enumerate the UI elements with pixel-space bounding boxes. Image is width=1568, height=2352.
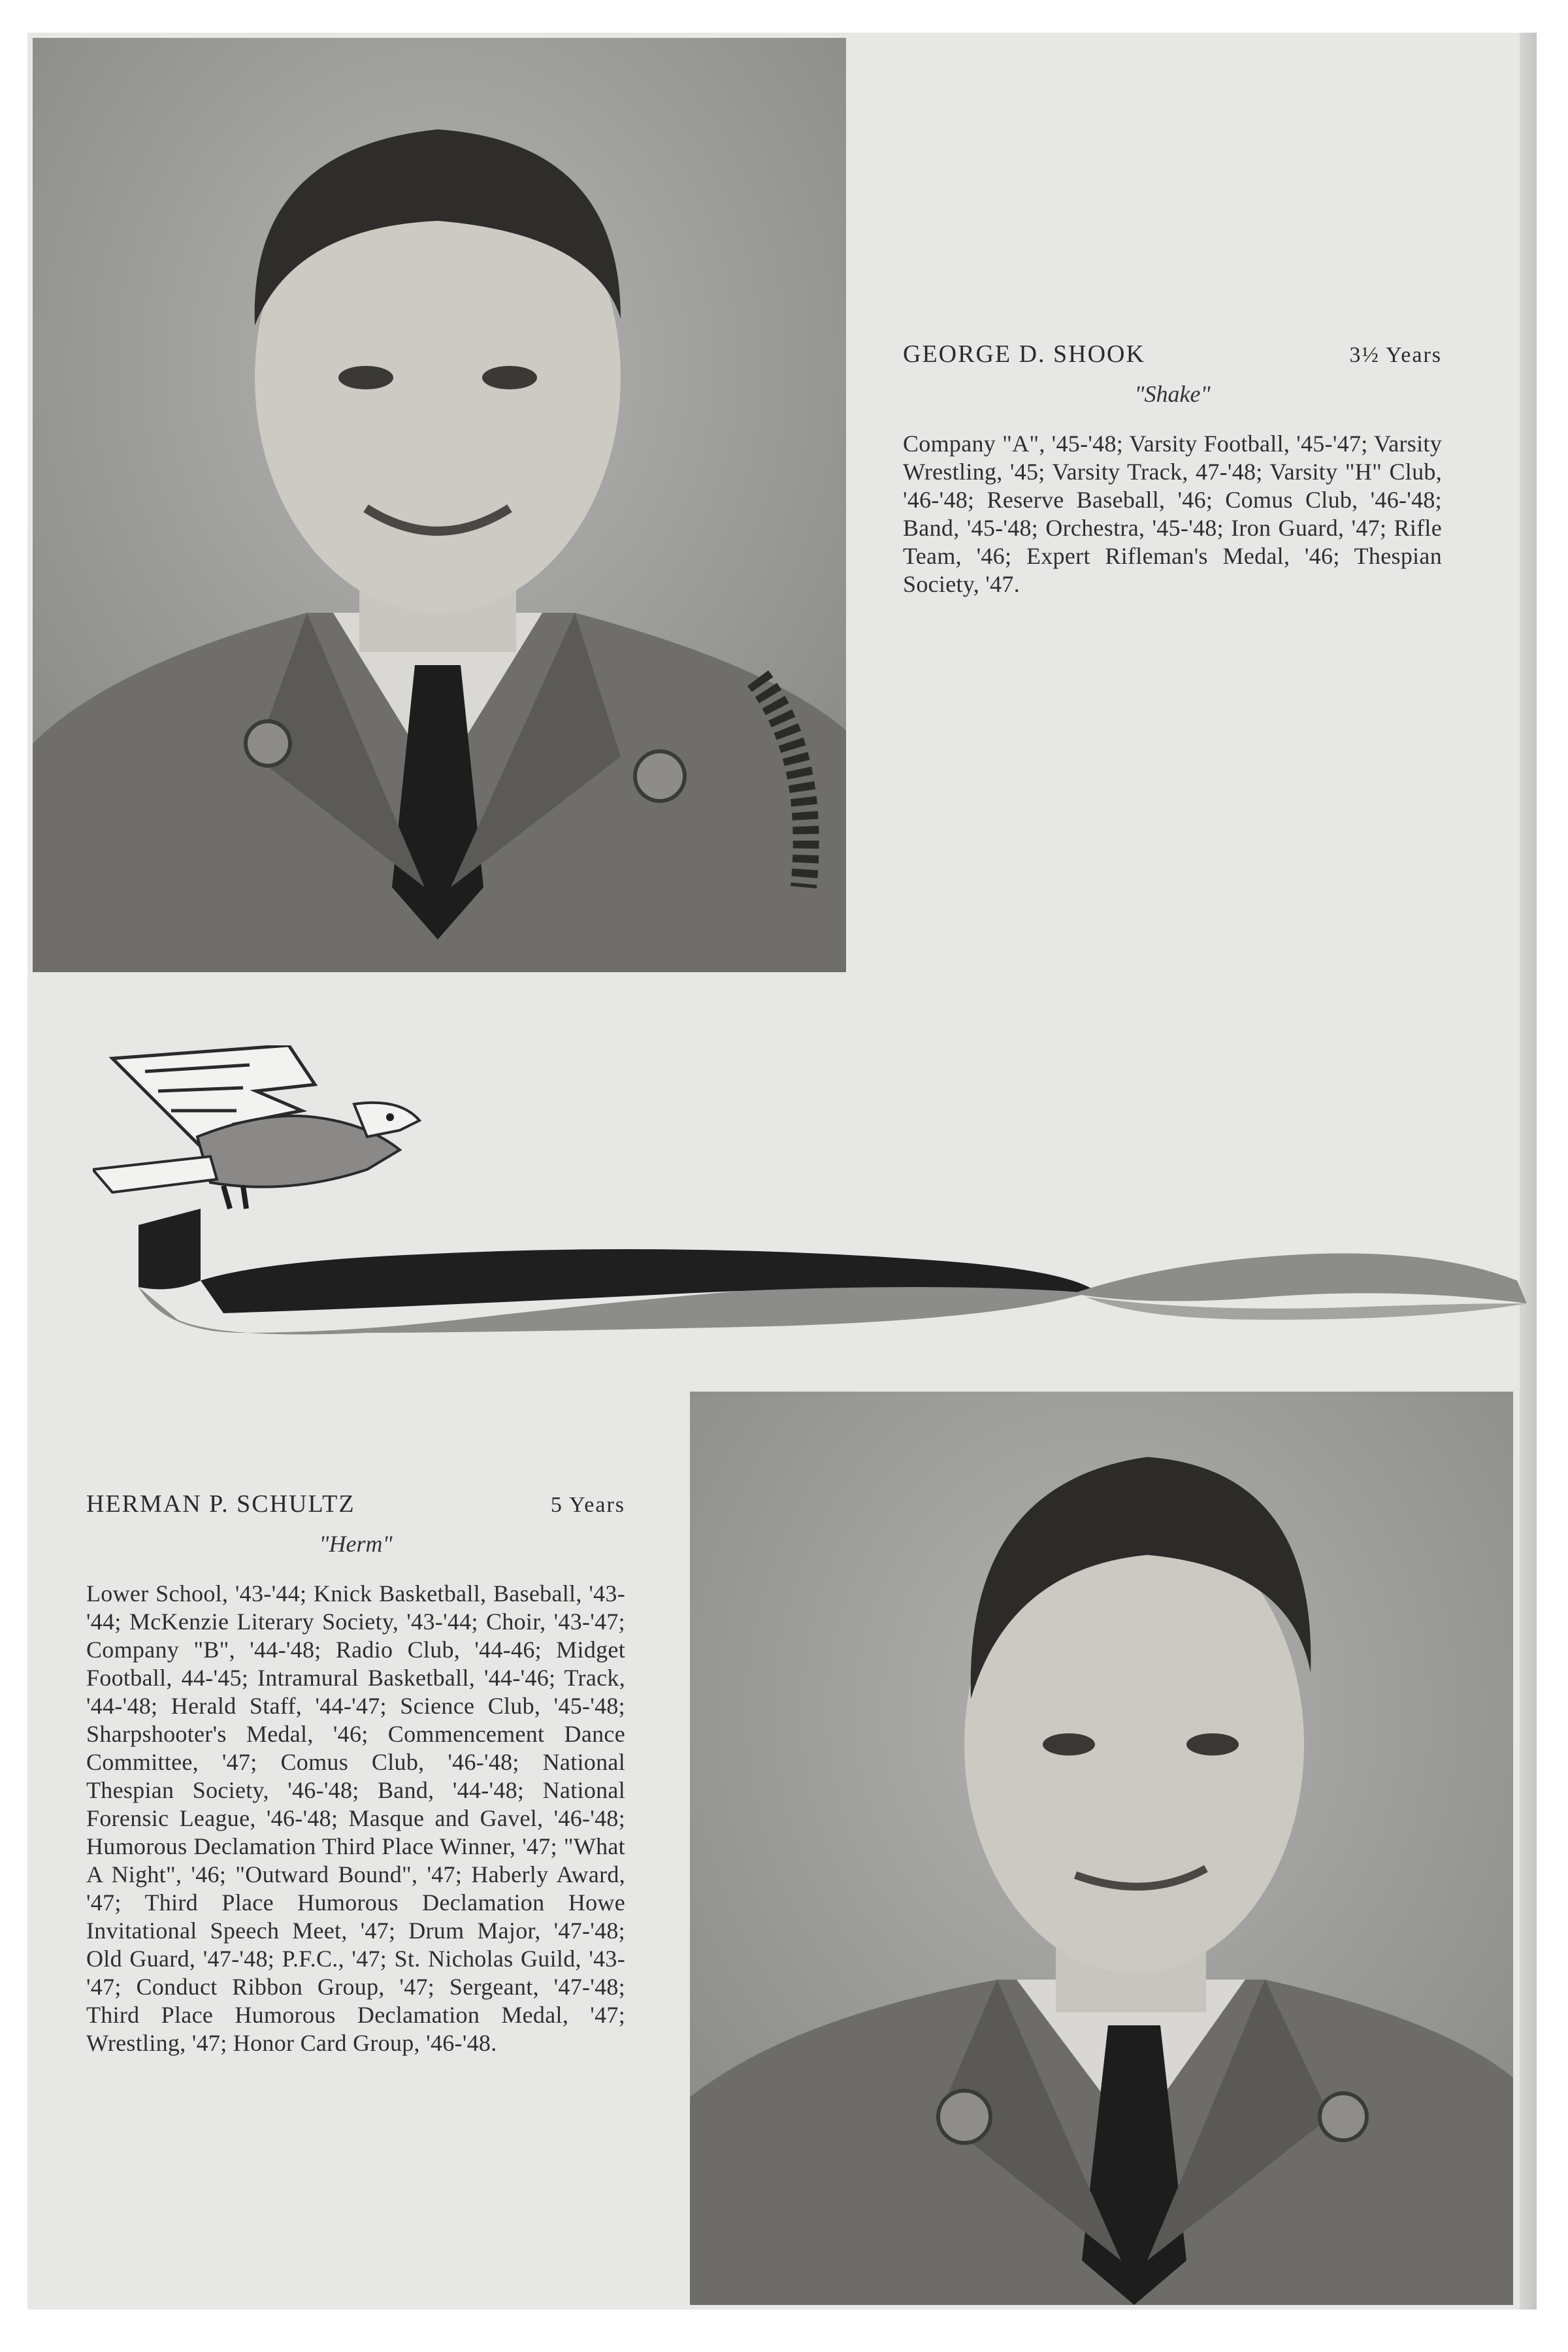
portrait-photo-shook	[33, 38, 846, 972]
student-name: GEORGE D. SHOOK	[903, 340, 1145, 368]
nickname: "Shake"	[1134, 381, 1211, 407]
ribbon-banner	[139, 1209, 1527, 1335]
eagle-ribbon-ornament	[93, 1045, 1537, 1372]
entry-shook	[903, 340, 1442, 598]
eagle-icon	[93, 1045, 419, 1209]
name-line	[86, 1490, 625, 1518]
name-line	[903, 340, 1442, 368]
years-attended: 5 Years	[550, 1493, 625, 1517]
years-attended: 3½ Years	[1349, 343, 1442, 367]
student-name: HERMAN P. SCHULTZ	[86, 1490, 355, 1518]
nickname: "Herm"	[319, 1531, 393, 1557]
activities-text: Company "A", '45-'48; Varsity Football, '45-'47; Varsity Wrestling, '45; Varsity Track, 47-'48; Varsity "H" Club, '46-'48; Reserve Baseball, '46; Comus Club, '46-'48; Band, '45-'48; Orchestra, '45-'48; Iron Guard, '47; Rifle Team, '46; Expert Rifleman's Medal, '46; Thespian Society, '47.	[903, 431, 1442, 597]
yearbook-page	[27, 33, 1537, 2310]
entry-schultz	[86, 1490, 625, 2057]
portrait-photo-schultz	[690, 1392, 1513, 2305]
activities-text: Lower School, '43-'44; Knick Basketball, Baseball, '43-'44; McKenzie Literary Society, '43-'44; Choir, '43-'47; Company "B", '44-'48; Radio Club, '44-46; Midget Football, 44-'45; Intramural Basketball, '44-'46; Track, '44-'48; Herald Staff, '44-'47; Science Club, '45-'48; Sharpshooter's Medal, '46; Commencement Dance Committee, '47; Comus Club, '46-'48; National Thespian Society, '46-'48; Band, '44-'48; National Forensic League, '46-'48; Masque and Gavel, '46-'48; Humorous Declamation Third Place Winner, '47; "What A Night", '46; "Outward Bound", '47; Haberly Award, '47; Third Place Humorous Declamation Howe Invitational Speech Meet, '47; Drum Major, '47-'48; Old Guard, '47-'48; P.F.C., '47; St. Nicholas Guild, '43-'47; Conduct Ribbon Group, '47; Sergeant, '47-'48; Third Place Humorous Declamation Medal, '47; Wrestling, '47; Honor Card Group, '46-'48.	[86, 1580, 625, 2056]
